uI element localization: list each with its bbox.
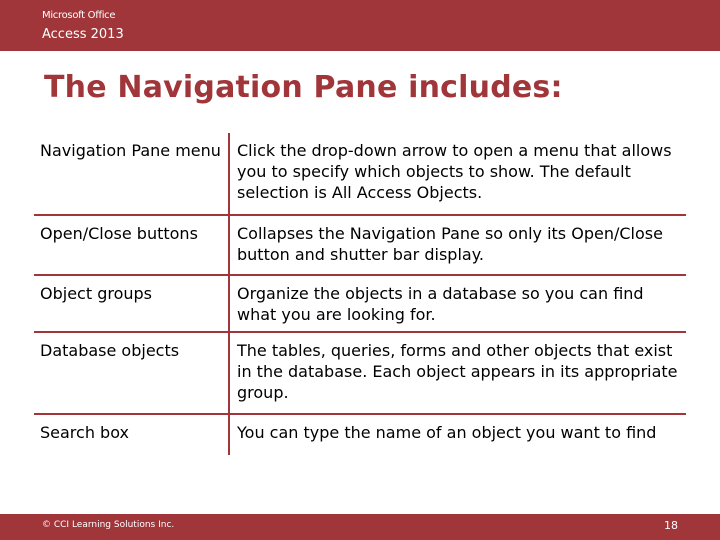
page-number: 18 [664, 519, 678, 532]
description-cell: Organize the objects in a database so you can find what you are looking for. [228, 276, 686, 331]
slide-title: The Navigation Pane includes: [44, 70, 563, 105]
term-cell: Database objects [40, 341, 180, 360]
description-cell: Click the drop-down arrow to open a menu that allows you to specify which objects to show. The default selection is All Access Objects. [228, 133, 686, 214]
term-cell: Search box [40, 423, 129, 442]
table-row [34, 133, 686, 216]
slide-footer [0, 514, 720, 540]
brand-label: Microsoft Office [42, 10, 116, 21]
table-row [34, 276, 686, 333]
term-cell: Open/Close buttons [40, 224, 198, 243]
table-row [34, 333, 686, 415]
definition-table [34, 133, 686, 455]
description-cell: Collapses the Navigation Pane so only its Open/Close button and shutter bar display. [228, 216, 686, 274]
copyright-text: © CCI Learning Solutions Inc. [42, 520, 175, 530]
description-cell: The tables, queries, forms and other objects that exist in the database. Each object appears in its appropriate group. [228, 333, 686, 413]
term-cell: Object groups [40, 284, 152, 303]
description-cell: You can type the name of an object you want to find [228, 415, 686, 455]
term-cell: Navigation Pane menu [40, 141, 221, 160]
product-label: Access 2013 [42, 27, 124, 42]
table-row [34, 216, 686, 276]
table-row [34, 415, 686, 455]
slide-header [0, 0, 720, 51]
